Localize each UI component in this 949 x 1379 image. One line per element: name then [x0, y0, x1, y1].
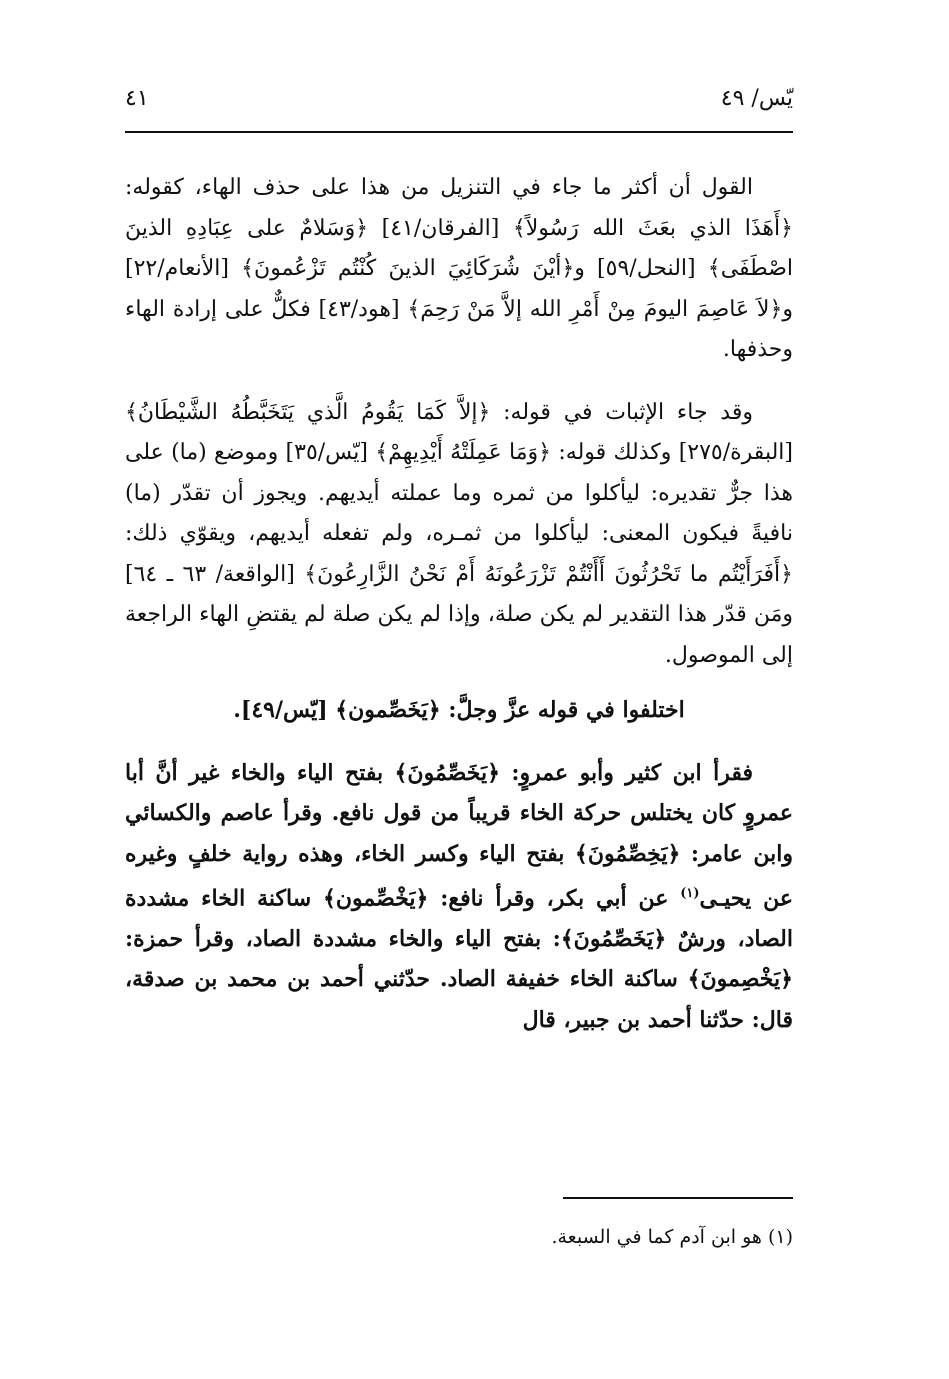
page-number: ٤١	[125, 86, 149, 111]
paragraph-3	[125, 753, 793, 1041]
paragraph-3-text-before-note: فقرأ ابن كثير وأبو عمروٍ: ﴿يَخَصِّمُونَ﴾ بفتح الياء والخاء غير أنَّ أبا عمروٍ كان يختلس حركة الخاء قريباً من قول نافع. وقرأ عاصم والكسائي وابن عامر: ﴿يَخِصِّمُونَ﴾ بفتح الياء وكسر الخاء، وهذه رواية خلفٍ وغيره عن يحيـى	[125, 759, 793, 912]
section-heading: اختلفوا في قوله عزَّ وجلَّ: ﴿يَخَصِّمون﴾ [يّس/٤٩].	[233, 697, 685, 723]
running-head: يّس/ ٤٩	[720, 86, 793, 111]
paragraph-2: وقد جاء الإثبات في قوله: ﴿إلاَّ كَمَا يَقُومُ الَّذي يَتَخَبَّطُهُ الشَّيْطَانُ﴾ [البقرة/٢٧٥] وكذلك قوله: ﴿وَمَا عَمِلَتْهُ أَيْدِيهِمْ﴾ [يّس/٣٥] وموضع (ما) على هذا جرٌّ تقديره: ليأكلوا من ثمره وما عملته أيديهم. ويجوز أن تقدّر (ما) نافيةً فيكون المعنى: ليأكلوا من ثمـره، ولم تفعله أيديهم، ويقوّي ذلك: ﴿أَفَرَأَيْتُم ما تَحْرُثُونَ أَأَنْتُمْ تَزْرَعُونَهُ أَمْ نَحْنُ الزَّارِعُونَ﴾ [الواقعة/ ٦٣ ـ ٦٤] ومَن قدّر هذا التقدير لم يكن صلة، وإذا لم يكن صلة لم يقتضِ الهاء الراجعة إلى الموصول.	[125, 399, 793, 668]
paragraph-3-text-after-note: عن أبي بكر، وقرأ نافع: ﴿يَخْصِّمون﴾ ساكنة الخاء مشددة الصاد، ورشٌ ﴿يَخَصِّمُونَ﴾: بفتح الياء والخاء مشددة الصاد، وقرأ حمزة: ﴿يَخْصِمونَ﴾ ساكنة الخاء خفيفة الصاد. حدّثني أحمد بن محمد بن صدقة، قال: حدّثنا أحمد بن جبير، قال	[125, 885, 793, 1033]
page-header	[125, 86, 793, 126]
footnote-reference: (١)	[680, 886, 700, 901]
body-text	[125, 168, 793, 1040]
paragraph-1: القول أن أكثر ما جاء في التنزيل من هذا على حذف الهاء، كقوله: ﴿أَهَذَا الذي بعَثَ الله رَسُولاً﴾ [الفرقان/٤١] ﴿وَسَلامٌ على عِبَادِهِ الذينَ اصْطَفَى﴾ [النحل/٥٩] و﴿أيْنَ شُرَكَائِيَ الذينَ كُنْتُم تَزْعُمونَ﴾ [الأنعام/٢٢] و﴿لاَ عَاصِمَ اليومَ مِنْ أَمْرِ الله إلاَّ مَنْ رَحِمَ﴾ [هود/٤٣] فكلٌّ على إرادة الهاء وحذفها.	[125, 175, 793, 362]
header-rule	[125, 131, 793, 133]
footnote-rule	[563, 1197, 793, 1199]
footnote: (١) هو ابن آدم كما في السبعة.	[551, 1226, 793, 1248]
